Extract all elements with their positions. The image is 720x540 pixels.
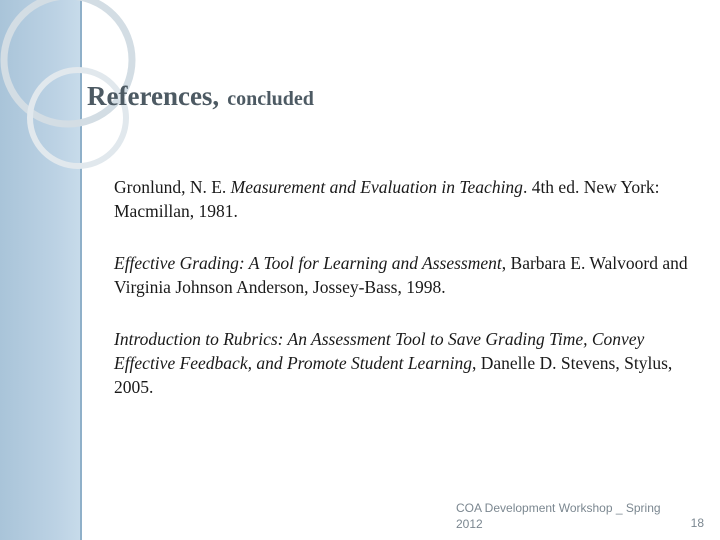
page-number: 18 [690, 516, 704, 530]
slide-title-sub: concluded [227, 88, 314, 110]
reference-list [114, 175, 694, 427]
reference-book-title: Effective Grading: A Tool for Learning and Assessment [114, 253, 502, 273]
reference-author: Gronlund, N. E. [114, 177, 231, 197]
slide-title [87, 76, 314, 113]
reference-item [114, 251, 694, 299]
reference-book-title: Introduction to Rubrics: An Assessment Tool to Save Grading Time, Convey Effective Feedback, and Promote Student Learning [114, 329, 645, 373]
reference-details: . 4th ed. New York: Macmillan, 1981. [114, 177, 660, 221]
reference-details: , Barbara E. Walvoord and Virginia Johnson Anderson, Jossey-Bass, 1998. [114, 253, 688, 297]
reference-item [114, 175, 694, 223]
reference-details: , Danelle D. Stevens, Stylus, 2005. [114, 353, 673, 397]
reference-book-title: Measurement and Evaluation in Teaching [230, 177, 523, 197]
reference-item [114, 327, 694, 399]
slide-title-main: References, [87, 81, 220, 111]
slide-footer: COA Development Workshop _ Spring 2012 [456, 501, 661, 531]
